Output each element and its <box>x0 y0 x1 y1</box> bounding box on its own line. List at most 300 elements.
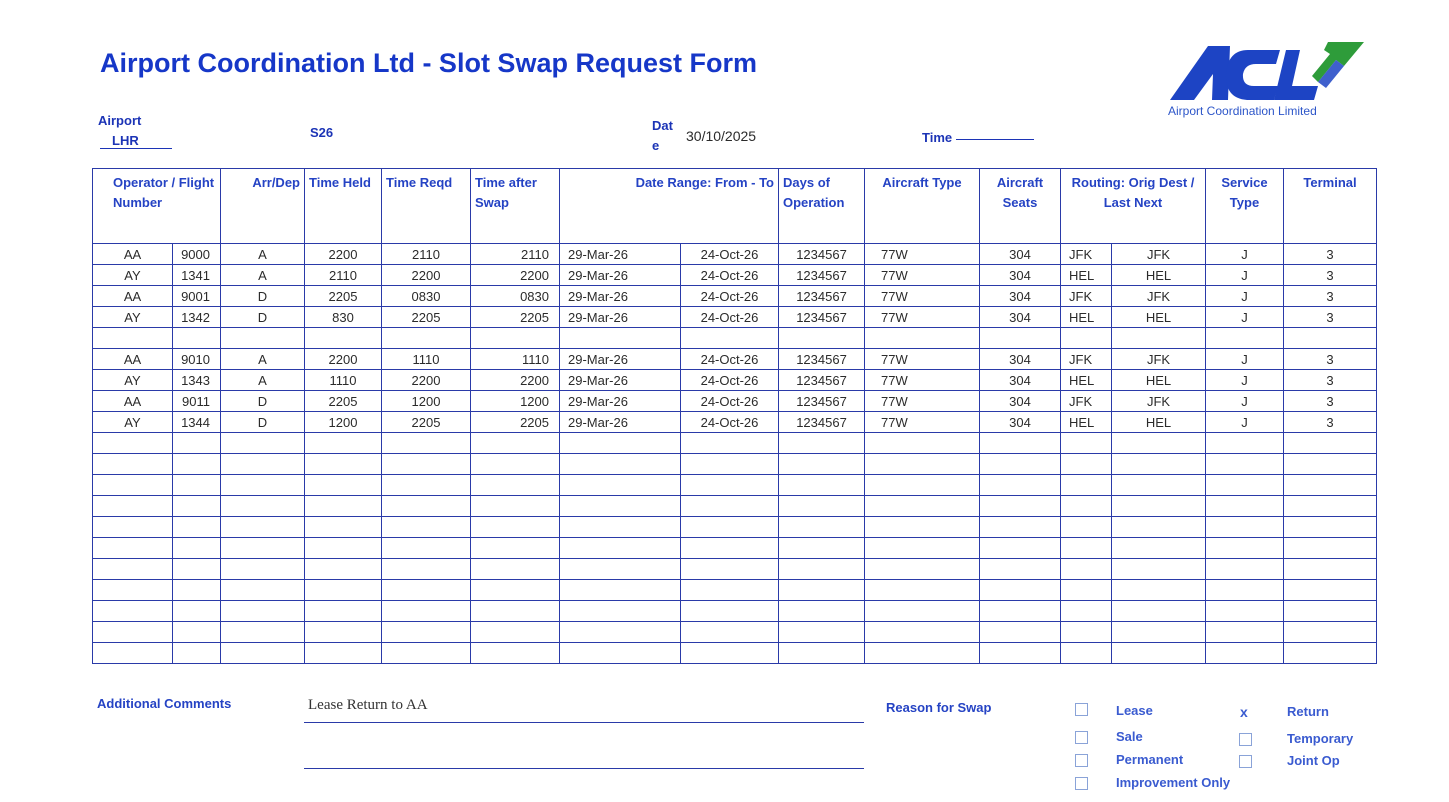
cell-days-of-operation[interactable] <box>779 622 865 643</box>
cell-service-type[interactable]: J <box>1206 244 1284 265</box>
cell-time-reqd[interactable]: 2200 <box>382 265 471 286</box>
cell-days-of-operation[interactable] <box>779 559 865 580</box>
cell-aircraft-type[interactable] <box>865 496 980 517</box>
cell-time-held[interactable] <box>305 496 382 517</box>
cell-flight-number[interactable] <box>173 538 221 559</box>
cell-operator[interactable]: AA <box>93 391 173 412</box>
cell-operator[interactable] <box>93 433 173 454</box>
cell-aircraft-seats[interactable]: 304 <box>980 370 1061 391</box>
cell-service-type[interactable]: J <box>1206 391 1284 412</box>
cell-routing-orig[interactable] <box>1061 433 1112 454</box>
cell-operator[interactable]: AY <box>93 412 173 433</box>
cell-days-of-operation[interactable] <box>779 475 865 496</box>
cell-date-to[interactable]: 24-Oct-26 <box>681 412 779 433</box>
cell-routing-dest[interactable] <box>1112 622 1206 643</box>
cell-days-of-operation[interactable]: 1234567 <box>779 412 865 433</box>
cell-time-held[interactable] <box>305 538 382 559</box>
cell-routing-orig[interactable] <box>1061 643 1112 664</box>
cell-terminal[interactable]: 3 <box>1284 307 1377 328</box>
cell-time-after-swap[interactable]: 1110 <box>471 349 560 370</box>
cell-terminal[interactable]: 3 <box>1284 391 1377 412</box>
cell-time-after-swap[interactable]: 2110 <box>471 244 560 265</box>
cell-routing-dest[interactable]: HEL <box>1112 265 1206 286</box>
cell-service-type[interactable] <box>1206 643 1284 664</box>
cell-time-held[interactable]: 2205 <box>305 286 382 307</box>
cell-arr-dep[interactable]: A <box>221 370 305 391</box>
cell-arr-dep[interactable] <box>221 433 305 454</box>
cell-routing-dest[interactable] <box>1112 433 1206 454</box>
cell-time-held[interactable] <box>305 454 382 475</box>
cell-routing-orig[interactable] <box>1061 622 1112 643</box>
cell-days-of-operation[interactable] <box>779 454 865 475</box>
cell-operator[interactable] <box>93 496 173 517</box>
temporary-checkbox[interactable] <box>1239 733 1252 746</box>
cell-time-held[interactable]: 2200 <box>305 349 382 370</box>
cell-routing-orig[interactable] <box>1061 454 1112 475</box>
cell-aircraft-type[interactable] <box>865 643 980 664</box>
cell-aircraft-seats[interactable] <box>980 538 1061 559</box>
cell-aircraft-seats[interactable] <box>980 454 1061 475</box>
cell-time-after-swap[interactable] <box>471 517 560 538</box>
cell-routing-dest[interactable]: JFK <box>1112 286 1206 307</box>
cell-time-after-swap[interactable] <box>471 454 560 475</box>
cell-flight-number[interactable] <box>173 328 221 349</box>
cell-operator[interactable]: AY <box>93 265 173 286</box>
cell-aircraft-type[interactable] <box>865 517 980 538</box>
cell-service-type[interactable] <box>1206 559 1284 580</box>
cell-routing-dest[interactable] <box>1112 580 1206 601</box>
cell-service-type[interactable]: J <box>1206 286 1284 307</box>
cell-service-type[interactable]: J <box>1206 412 1284 433</box>
cell-days-of-operation[interactable]: 1234567 <box>779 391 865 412</box>
airport-field[interactable]: LHR <box>100 133 172 149</box>
cell-operator[interactable] <box>93 475 173 496</box>
cell-routing-dest[interactable] <box>1112 475 1206 496</box>
cell-routing-dest[interactable]: JFK <box>1112 349 1206 370</box>
cell-aircraft-type[interactable]: 77W <box>865 349 980 370</box>
cell-service-type[interactable] <box>1206 496 1284 517</box>
cell-aircraft-seats[interactable] <box>980 622 1061 643</box>
cell-routing-dest[interactable]: JFK <box>1112 244 1206 265</box>
cell-date-from[interactable] <box>560 496 681 517</box>
cell-service-type[interactable] <box>1206 538 1284 559</box>
cell-aircraft-seats[interactable] <box>980 643 1061 664</box>
cell-time-reqd[interactable]: 0830 <box>382 286 471 307</box>
cell-aircraft-type[interactable] <box>865 622 980 643</box>
cell-routing-orig[interactable] <box>1061 559 1112 580</box>
cell-time-after-swap[interactable] <box>471 475 560 496</box>
cell-date-to[interactable] <box>681 580 779 601</box>
cell-time-reqd[interactable] <box>382 601 471 622</box>
cell-date-to[interactable] <box>681 601 779 622</box>
cell-date-from[interactable] <box>560 538 681 559</box>
cell-date-to[interactable] <box>681 496 779 517</box>
cell-flight-number[interactable] <box>173 475 221 496</box>
cell-routing-orig[interactable]: HEL <box>1061 370 1112 391</box>
cell-time-held[interactable]: 830 <box>305 307 382 328</box>
cell-date-from[interactable] <box>560 328 681 349</box>
cell-arr-dep[interactable] <box>221 517 305 538</box>
cell-time-after-swap[interactable]: 0830 <box>471 286 560 307</box>
cell-aircraft-type[interactable]: 77W <box>865 307 980 328</box>
cell-arr-dep[interactable]: D <box>221 391 305 412</box>
cell-time-reqd[interactable] <box>382 538 471 559</box>
cell-service-type[interactable] <box>1206 580 1284 601</box>
cell-aircraft-type[interactable] <box>865 580 980 601</box>
cell-time-after-swap[interactable] <box>471 580 560 601</box>
cell-aircraft-seats[interactable]: 304 <box>980 265 1061 286</box>
cell-operator[interactable]: AY <box>93 307 173 328</box>
season-field[interactable]: S26 <box>310 125 334 140</box>
cell-days-of-operation[interactable] <box>779 517 865 538</box>
cell-service-type[interactable]: J <box>1206 265 1284 286</box>
cell-terminal[interactable]: 3 <box>1284 244 1377 265</box>
cell-date-from[interactable]: 29-Mar-26 <box>560 244 681 265</box>
cell-time-held[interactable] <box>305 622 382 643</box>
cell-aircraft-type[interactable] <box>865 433 980 454</box>
cell-terminal[interactable] <box>1284 517 1377 538</box>
cell-routing-dest[interactable]: HEL <box>1112 370 1206 391</box>
cell-routing-dest[interactable] <box>1112 643 1206 664</box>
cell-terminal[interactable] <box>1284 601 1377 622</box>
cell-aircraft-seats[interactable] <box>980 475 1061 496</box>
cell-routing-dest[interactable]: HEL <box>1112 307 1206 328</box>
cell-arr-dep[interactable] <box>221 580 305 601</box>
comment-line-2[interactable] <box>304 768 864 769</box>
cell-routing-dest[interactable] <box>1112 454 1206 475</box>
cell-days-of-operation[interactable]: 1234567 <box>779 265 865 286</box>
cell-date-to[interactable] <box>681 475 779 496</box>
cell-time-reqd[interactable] <box>382 475 471 496</box>
cell-time-after-swap[interactable] <box>471 496 560 517</box>
cell-flight-number[interactable]: 1342 <box>173 307 221 328</box>
cell-date-to[interactable]: 24-Oct-26 <box>681 286 779 307</box>
cell-date-from[interactable]: 29-Mar-26 <box>560 412 681 433</box>
cell-terminal[interactable]: 3 <box>1284 412 1377 433</box>
cell-service-type[interactable]: J <box>1206 370 1284 391</box>
cell-routing-orig[interactable]: JFK <box>1061 244 1112 265</box>
cell-terminal[interactable] <box>1284 475 1377 496</box>
cell-time-held[interactable] <box>305 475 382 496</box>
cell-arr-dep[interactable] <box>221 538 305 559</box>
cell-arr-dep[interactable]: D <box>221 412 305 433</box>
cell-time-after-swap[interactable] <box>471 559 560 580</box>
cell-time-held[interactable] <box>305 559 382 580</box>
cell-date-from[interactable] <box>560 517 681 538</box>
cell-flight-number[interactable]: 1344 <box>173 412 221 433</box>
cell-aircraft-type[interactable]: 77W <box>865 412 980 433</box>
cell-service-type[interactable]: J <box>1206 307 1284 328</box>
cell-terminal[interactable]: 3 <box>1284 349 1377 370</box>
cell-operator[interactable]: AA <box>93 349 173 370</box>
cell-flight-number[interactable]: 9000 <box>173 244 221 265</box>
cell-date-to[interactable]: 24-Oct-26 <box>681 391 779 412</box>
cell-time-held[interactable] <box>305 517 382 538</box>
cell-flight-number[interactable] <box>173 643 221 664</box>
cell-flight-number[interactable] <box>173 580 221 601</box>
cell-flight-number[interactable] <box>173 454 221 475</box>
cell-terminal[interactable] <box>1284 454 1377 475</box>
cell-service-type[interactable] <box>1206 601 1284 622</box>
cell-routing-orig[interactable] <box>1061 496 1112 517</box>
cell-routing-orig[interactable] <box>1061 601 1112 622</box>
cell-date-from[interactable] <box>560 475 681 496</box>
cell-routing-orig[interactable]: JFK <box>1061 349 1112 370</box>
cell-time-after-swap[interactable] <box>471 601 560 622</box>
cell-days-of-operation[interactable] <box>779 433 865 454</box>
cell-flight-number[interactable] <box>173 517 221 538</box>
cell-arr-dep[interactable] <box>221 496 305 517</box>
cell-time-held[interactable]: 2205 <box>305 391 382 412</box>
cell-terminal[interactable]: 3 <box>1284 286 1377 307</box>
cell-aircraft-seats[interactable]: 304 <box>980 349 1061 370</box>
cell-date-from[interactable] <box>560 433 681 454</box>
cell-days-of-operation[interactable] <box>779 580 865 601</box>
improvement-checkbox[interactable] <box>1075 777 1088 790</box>
cell-terminal[interactable]: 3 <box>1284 265 1377 286</box>
cell-time-reqd[interactable] <box>382 580 471 601</box>
cell-service-type[interactable] <box>1206 622 1284 643</box>
cell-date-to[interactable] <box>681 643 779 664</box>
cell-aircraft-seats[interactable] <box>980 328 1061 349</box>
cell-arr-dep[interactable]: A <box>221 265 305 286</box>
cell-time-after-swap[interactable]: 1200 <box>471 391 560 412</box>
cell-date-from[interactable]: 29-Mar-26 <box>560 286 681 307</box>
permanent-checkbox[interactable] <box>1075 754 1088 767</box>
cell-operator[interactable] <box>93 622 173 643</box>
cell-flight-number[interactable]: 9001 <box>173 286 221 307</box>
cell-arr-dep[interactable] <box>221 601 305 622</box>
time-field[interactable] <box>956 139 1034 140</box>
cell-arr-dep[interactable] <box>221 559 305 580</box>
cell-flight-number[interactable] <box>173 601 221 622</box>
cell-aircraft-seats[interactable] <box>980 601 1061 622</box>
cell-time-reqd[interactable]: 1200 <box>382 391 471 412</box>
cell-aircraft-type[interactable]: 77W <box>865 370 980 391</box>
cell-routing-orig[interactable]: JFK <box>1061 391 1112 412</box>
cell-days-of-operation[interactable]: 1234567 <box>779 244 865 265</box>
cell-service-type[interactable] <box>1206 475 1284 496</box>
cell-flight-number[interactable]: 9011 <box>173 391 221 412</box>
cell-operator[interactable]: AY <box>93 370 173 391</box>
cell-time-after-swap[interactable] <box>471 328 560 349</box>
cell-time-held[interactable]: 1200 <box>305 412 382 433</box>
cell-arr-dep[interactable]: D <box>221 286 305 307</box>
cell-routing-orig[interactable] <box>1061 580 1112 601</box>
cell-time-reqd[interactable]: 2110 <box>382 244 471 265</box>
cell-aircraft-type[interactable]: 77W <box>865 244 980 265</box>
cell-aircraft-seats[interactable]: 304 <box>980 244 1061 265</box>
cell-time-reqd[interactable]: 2205 <box>382 412 471 433</box>
cell-aircraft-seats[interactable]: 304 <box>980 307 1061 328</box>
cell-aircraft-type[interactable]: 77W <box>865 286 980 307</box>
cell-flight-number[interactable]: 9010 <box>173 349 221 370</box>
cell-time-reqd[interactable] <box>382 643 471 664</box>
cell-operator[interactable] <box>93 454 173 475</box>
cell-routing-orig[interactable]: JFK <box>1061 286 1112 307</box>
cell-terminal[interactable] <box>1284 433 1377 454</box>
cell-days-of-operation[interactable]: 1234567 <box>779 370 865 391</box>
cell-date-to[interactable] <box>681 559 779 580</box>
cell-aircraft-type[interactable] <box>865 475 980 496</box>
cell-aircraft-type[interactable] <box>865 559 980 580</box>
cell-date-from[interactable]: 29-Mar-26 <box>560 391 681 412</box>
cell-time-held[interactable] <box>305 643 382 664</box>
cell-time-after-swap[interactable]: 2200 <box>471 370 560 391</box>
cell-service-type[interactable] <box>1206 328 1284 349</box>
date-field[interactable]: 30/10/2025 <box>686 128 757 144</box>
lease-checkbox[interactable] <box>1075 703 1088 716</box>
cell-time-held[interactable]: 2200 <box>305 244 382 265</box>
cell-routing-dest[interactable] <box>1112 328 1206 349</box>
cell-time-after-swap[interactable]: 2200 <box>471 265 560 286</box>
cell-date-to[interactable] <box>681 517 779 538</box>
cell-operator[interactable] <box>93 538 173 559</box>
cell-aircraft-type[interactable] <box>865 454 980 475</box>
cell-arr-dep[interactable]: A <box>221 244 305 265</box>
cell-date-to[interactable] <box>681 433 779 454</box>
cell-aircraft-seats[interactable] <box>980 517 1061 538</box>
cell-time-reqd[interactable] <box>382 517 471 538</box>
cell-flight-number[interactable]: 1341 <box>173 265 221 286</box>
cell-operator[interactable] <box>93 328 173 349</box>
cell-flight-number[interactable] <box>173 559 221 580</box>
cell-date-from[interactable] <box>560 601 681 622</box>
cell-days-of-operation[interactable]: 1234567 <box>779 349 865 370</box>
cell-routing-dest[interactable] <box>1112 559 1206 580</box>
cell-arr-dep[interactable]: D <box>221 307 305 328</box>
cell-aircraft-seats[interactable]: 304 <box>980 412 1061 433</box>
cell-routing-dest[interactable] <box>1112 538 1206 559</box>
cell-date-from[interactable] <box>560 559 681 580</box>
cell-time-reqd[interactable]: 2205 <box>382 307 471 328</box>
cell-time-held[interactable] <box>305 601 382 622</box>
cell-date-from[interactable] <box>560 454 681 475</box>
comments-field[interactable]: Lease Return to AA <box>308 697 428 713</box>
cell-date-to[interactable]: 24-Oct-26 <box>681 349 779 370</box>
cell-days-of-operation[interactable] <box>779 601 865 622</box>
cell-service-type[interactable] <box>1206 433 1284 454</box>
cell-date-from[interactable]: 29-Mar-26 <box>560 349 681 370</box>
cell-time-after-swap[interactable]: 2205 <box>471 307 560 328</box>
cell-routing-orig[interactable]: HEL <box>1061 307 1112 328</box>
cell-aircraft-seats[interactable] <box>980 559 1061 580</box>
cell-operator[interactable]: AA <box>93 244 173 265</box>
cell-arr-dep[interactable] <box>221 622 305 643</box>
cell-terminal[interactable] <box>1284 643 1377 664</box>
cell-date-from[interactable] <box>560 622 681 643</box>
cell-date-from[interactable]: 29-Mar-26 <box>560 307 681 328</box>
cell-aircraft-seats[interactable]: 304 <box>980 286 1061 307</box>
cell-routing-orig[interactable] <box>1061 328 1112 349</box>
cell-routing-dest[interactable]: HEL <box>1112 412 1206 433</box>
cell-terminal[interactable] <box>1284 496 1377 517</box>
cell-operator[interactable]: AA <box>93 286 173 307</box>
cell-days-of-operation[interactable]: 1234567 <box>779 286 865 307</box>
cell-terminal[interactable] <box>1284 580 1377 601</box>
cell-service-type[interactable] <box>1206 454 1284 475</box>
joint-op-checkbox[interactable] <box>1239 755 1252 768</box>
cell-days-of-operation[interactable] <box>779 643 865 664</box>
cell-routing-orig[interactable] <box>1061 517 1112 538</box>
cell-date-to[interactable] <box>681 538 779 559</box>
cell-days-of-operation[interactable]: 1234567 <box>779 307 865 328</box>
cell-time-reqd[interactable] <box>382 328 471 349</box>
cell-time-after-swap[interactable] <box>471 622 560 643</box>
cell-operator[interactable] <box>93 643 173 664</box>
cell-flight-number[interactable] <box>173 496 221 517</box>
cell-arr-dep[interactable]: A <box>221 349 305 370</box>
cell-date-to[interactable]: 24-Oct-26 <box>681 265 779 286</box>
cell-flight-number[interactable] <box>173 622 221 643</box>
cell-time-reqd[interactable] <box>382 622 471 643</box>
cell-time-reqd[interactable] <box>382 559 471 580</box>
cell-arr-dep[interactable] <box>221 454 305 475</box>
cell-service-type[interactable] <box>1206 517 1284 538</box>
sale-checkbox[interactable] <box>1075 731 1088 744</box>
cell-time-after-swap[interactable] <box>471 643 560 664</box>
cell-date-from[interactable] <box>560 580 681 601</box>
cell-date-to[interactable] <box>681 328 779 349</box>
cell-arr-dep[interactable] <box>221 475 305 496</box>
cell-aircraft-type[interactable]: 77W <box>865 265 980 286</box>
cell-days-of-operation[interactable] <box>779 538 865 559</box>
cell-time-held[interactable] <box>305 433 382 454</box>
cell-arr-dep[interactable] <box>221 643 305 664</box>
cell-date-to[interactable] <box>681 622 779 643</box>
cell-arr-dep[interactable] <box>221 328 305 349</box>
cell-aircraft-type[interactable]: 77W <box>865 391 980 412</box>
cell-time-after-swap[interactable] <box>471 433 560 454</box>
cell-routing-dest[interactable] <box>1112 496 1206 517</box>
cell-routing-dest[interactable] <box>1112 601 1206 622</box>
cell-terminal[interactable] <box>1284 559 1377 580</box>
cell-days-of-operation[interactable] <box>779 496 865 517</box>
cell-date-from[interactable]: 29-Mar-26 <box>560 370 681 391</box>
cell-time-reqd[interactable] <box>382 496 471 517</box>
cell-aircraft-seats[interactable]: 304 <box>980 391 1061 412</box>
cell-terminal[interactable] <box>1284 622 1377 643</box>
cell-flight-number[interactable] <box>173 433 221 454</box>
cell-date-to[interactable]: 24-Oct-26 <box>681 370 779 391</box>
cell-date-to[interactable]: 24-Oct-26 <box>681 244 779 265</box>
cell-routing-orig[interactable]: HEL <box>1061 265 1112 286</box>
cell-routing-orig[interactable] <box>1061 475 1112 496</box>
cell-routing-dest[interactable]: JFK <box>1112 391 1206 412</box>
cell-routing-dest[interactable] <box>1112 517 1206 538</box>
cell-time-reqd[interactable] <box>382 454 471 475</box>
cell-time-reqd[interactable]: 1110 <box>382 349 471 370</box>
cell-aircraft-type[interactable] <box>865 328 980 349</box>
cell-operator[interactable] <box>93 517 173 538</box>
cell-operator[interactable] <box>93 580 173 601</box>
cell-time-held[interactable]: 2110 <box>305 265 382 286</box>
cell-date-from[interactable] <box>560 643 681 664</box>
cell-time-reqd[interactable] <box>382 433 471 454</box>
cell-days-of-operation[interactable] <box>779 328 865 349</box>
cell-time-after-swap[interactable]: 2205 <box>471 412 560 433</box>
cell-aircraft-type[interactable] <box>865 538 980 559</box>
cell-routing-orig[interactable]: HEL <box>1061 412 1112 433</box>
cell-time-reqd[interactable]: 2200 <box>382 370 471 391</box>
cell-terminal[interactable] <box>1284 328 1377 349</box>
cell-flight-number[interactable]: 1343 <box>173 370 221 391</box>
return-checkbox-mark[interactable]: x <box>1240 704 1248 720</box>
cell-time-held[interactable]: 1110 <box>305 370 382 391</box>
cell-time-held[interactable] <box>305 328 382 349</box>
cell-time-after-swap[interactable] <box>471 538 560 559</box>
cell-terminal[interactable]: 3 <box>1284 370 1377 391</box>
